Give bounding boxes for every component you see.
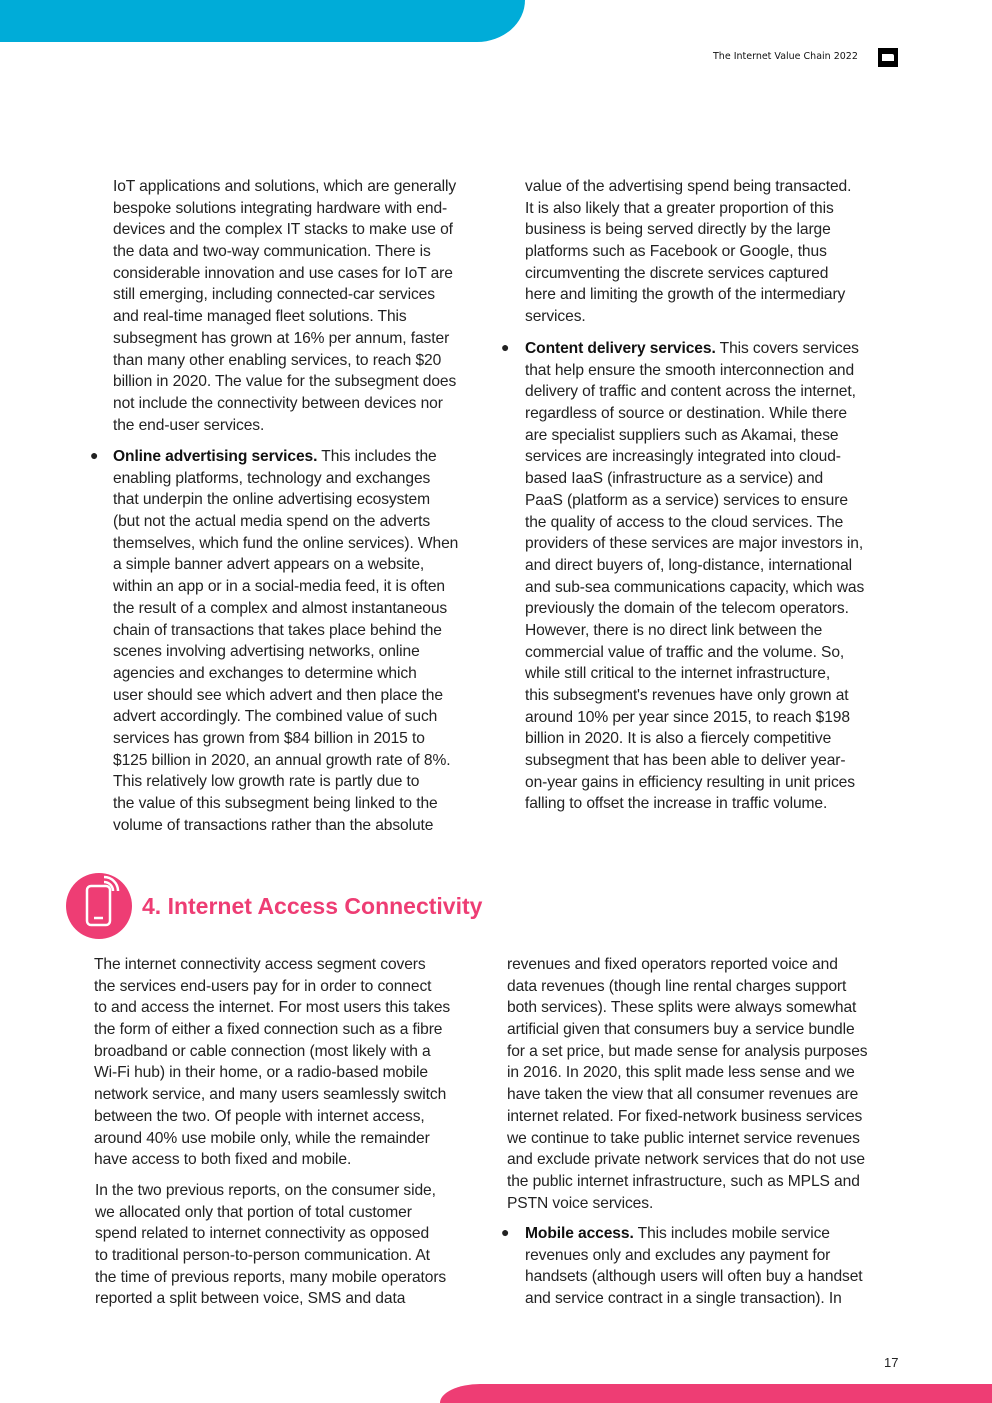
text-line: reported a split between voice, SMS and data xyxy=(95,1290,406,1308)
text-line xyxy=(525,1223,863,1245)
text-line: revenues and fixed operators reported voice and xyxy=(507,956,838,973)
text-line: within an app or in a social-media feed, it is often xyxy=(113,578,445,596)
text-line: to traditional person-to-person communication. At xyxy=(95,1247,430,1265)
text-line: chain of transactions that takes place behind the xyxy=(113,621,442,639)
text-line: services has grown from $84 billion in 2015 to xyxy=(113,729,425,747)
text-line: This relatively low growth rate is partly due to xyxy=(113,773,420,791)
bullet-icon: ● xyxy=(90,447,99,463)
text-line: commercial value of traffic and the volume. So, xyxy=(525,643,845,661)
text-line: value of the advertising spend being transacted. xyxy=(525,178,852,195)
bold-lead-in: Mobile access. xyxy=(525,1225,634,1242)
bullet-icon: ● xyxy=(501,1224,510,1240)
bullet-icon: ● xyxy=(501,339,510,355)
line-text: This includes the xyxy=(317,448,437,465)
text-line: in 2016. In 2020, this split made less sense and we xyxy=(507,1064,855,1082)
text-line: and exclude private network services that do not use xyxy=(507,1151,865,1169)
text-line: subsegment that has been able to deliver year- xyxy=(525,752,846,770)
mobile-phone-signal-icon xyxy=(66,873,132,939)
line-text: This includes mobile service xyxy=(633,1225,830,1242)
text-line: In the two previous reports, on the consumer side, xyxy=(95,1182,436,1199)
text-line: scenes involving advertising networks, online xyxy=(113,643,420,661)
text-line: billion in 2020. It is also a fiercely competitive xyxy=(525,730,832,748)
text-line: revenues only and excludes any payment for xyxy=(525,1246,831,1264)
text-line: we allocated only that portion of total customer xyxy=(95,1203,412,1221)
text-line: handsets (although users will often buy a handset xyxy=(525,1268,863,1286)
text-line: than many other enabling services, to reach $20 xyxy=(113,351,442,369)
section-heading: 4. Internet Access Connectivity xyxy=(142,893,483,919)
text-line: the result of a complex and almost instantaneous xyxy=(113,599,448,617)
bold-lead-in: Content delivery services. xyxy=(525,340,716,357)
text-line: around 10% per year since 2015, to reach $198 xyxy=(525,708,850,726)
text-line: this subsegment's revenues have only grown at xyxy=(525,687,849,704)
text-line: artificial given that consumers buy a service bundle xyxy=(507,1021,855,1039)
text-line: we continue to take public internet service revenues xyxy=(507,1129,860,1147)
text-line: the form of either a fixed connection such as a fibre xyxy=(94,1021,443,1039)
text-line: volume of transactions rather than the absolute xyxy=(113,816,434,834)
text-line: advert accordingly. The combined value of such xyxy=(113,708,438,726)
text-line: broadband or cable connection (most likely with a xyxy=(94,1042,431,1060)
text-line: while still critical to the internet infrastructure, xyxy=(525,665,831,683)
text-line: for a set price, but made sense for analysis purposes xyxy=(507,1042,868,1060)
line-text: This covers services xyxy=(715,340,859,357)
text-line: (but not the actual media spend on the adverts xyxy=(113,513,431,531)
text-line: the services end-users pay for in order to connect xyxy=(94,977,432,995)
text-line: data revenues (though line rental charges support xyxy=(507,977,847,995)
text-line: services are increasingly integrated into cloud- xyxy=(525,448,841,466)
text-line: to and access the internet. For most users this takes xyxy=(94,999,451,1017)
text-line: have taken the view that all consumer revenues are xyxy=(507,1086,859,1104)
text-line: previously the domain of the telecom operators. xyxy=(525,600,849,618)
text-line: here and limiting the growth of the intermediary xyxy=(525,286,846,304)
text-line xyxy=(525,338,864,360)
text-line: internet related. For fixed-network business services xyxy=(507,1107,863,1125)
text-block xyxy=(95,1180,446,1310)
text-line: Wi-Fi hub) in their home, or a radio-based mobile xyxy=(94,1064,428,1082)
text-line: still emerging, including connected-car services xyxy=(113,286,435,304)
text-line: user should see which advert and then place the xyxy=(113,686,443,704)
page-number: 17 xyxy=(884,1355,899,1370)
text-line: a simple banner advert appears on a website, xyxy=(113,556,425,574)
text-line: around 40% use mobile only, while the remainder xyxy=(94,1129,430,1147)
bullet-text-block xyxy=(525,338,864,815)
text-line: falling to offset the increase in traffic volume. xyxy=(525,795,828,813)
text-line: enabling platforms, technology and exchanges xyxy=(113,469,431,487)
text-line: However, there is no direct link between the xyxy=(525,621,823,639)
text-line: $125 billion in 2020, an annual growth rate of 8%. xyxy=(113,751,451,769)
text-line xyxy=(113,446,458,468)
text-line: network service, and many users seamlessly switch xyxy=(94,1086,447,1104)
text-block xyxy=(113,176,456,436)
text-block xyxy=(94,954,450,1171)
text-line: devices and the complex IT stacks to make use of xyxy=(113,221,453,239)
bullet-text-block xyxy=(525,1223,863,1310)
text-line: the quality of access to the cloud services. The xyxy=(525,513,844,531)
text-line: It is also likely that a greater proportion of this xyxy=(525,199,834,217)
text-line: that help ensure the smooth interconnection and xyxy=(525,361,855,379)
bold-lead-in: Online advertising services. xyxy=(113,448,318,465)
text-block xyxy=(507,954,867,1214)
text-line: not include the connectivity between devices nor xyxy=(113,394,443,412)
text-line: business is being served directly by the large xyxy=(525,221,831,239)
text-line: spend related to internet connectivity as opposed xyxy=(95,1225,430,1243)
text-line: the time of previous reports, many mobile operators xyxy=(95,1268,447,1286)
text-line: IoT applications and solutions, which are generally xyxy=(113,178,457,195)
text-line: considerable innovation and use cases for IoT are xyxy=(113,264,453,282)
text-line: the value of this subsegment being linked to the xyxy=(113,795,438,812)
text-block xyxy=(525,176,851,328)
text-line: both services). These splits were always somewhat xyxy=(507,999,857,1017)
bullet-text-block xyxy=(113,446,458,836)
text-line: on-year gains in efficiency resulting in unit prices xyxy=(525,773,855,791)
text-line: and sub-sea communications capacity, which was xyxy=(525,578,865,596)
bottom-decorative-bar xyxy=(440,1384,992,1403)
text-line: agencies and exchanges to determine which xyxy=(113,664,417,682)
text-line: platforms such as Facebook or Google, thus xyxy=(525,243,827,261)
text-line: delivery of traffic and content across the internet, xyxy=(525,383,856,401)
text-line: PaaS (platform as a service) services to ensure xyxy=(525,491,848,509)
text-line: the end-user services. xyxy=(113,416,265,434)
text-line: providers of these services are major investors in, xyxy=(525,535,864,553)
text-line: and service contract in a single transaction). In xyxy=(525,1290,842,1308)
text-line: The internet connectivity access segment covers xyxy=(94,956,426,973)
text-line: the public internet infrastructure, such as MPLS and xyxy=(507,1172,860,1190)
text-line: subsegment has grown at 16% per annum, faster xyxy=(113,329,450,347)
text-line: based IaaS (infrastructure as a service) and xyxy=(525,470,824,488)
text-line: have access to both fixed and mobile. xyxy=(94,1151,352,1169)
text-line: bespoke solutions integrating hardware with end- xyxy=(113,199,448,217)
text-line: circumventing the discrete services captured xyxy=(525,264,829,282)
text-line: and direct buyers of, long-distance, international xyxy=(525,556,852,574)
running-header: The Internet Value Chain 2022 xyxy=(713,51,858,62)
text-line: between the two. Of people with internet access, xyxy=(94,1107,425,1125)
text-line: and real-time managed fleet solutions. This xyxy=(113,308,407,326)
text-line: are specialist suppliers such as Akamai, these xyxy=(525,426,839,444)
report-logo-icon xyxy=(878,48,898,67)
text-line: themselves, which fund the online services). When xyxy=(113,534,459,552)
text-line: billion in 2020. The value for the subsegment does xyxy=(113,373,457,391)
text-line: services. xyxy=(525,308,586,326)
top-decorative-bar xyxy=(0,0,525,42)
text-line: PSTN voice services. xyxy=(507,1194,654,1212)
text-line: regardless of source or destination. While there xyxy=(525,405,847,423)
text-line: the data and two-way communication. There is xyxy=(113,243,431,261)
text-line: that underpin the online advertising ecosystem xyxy=(113,491,430,509)
